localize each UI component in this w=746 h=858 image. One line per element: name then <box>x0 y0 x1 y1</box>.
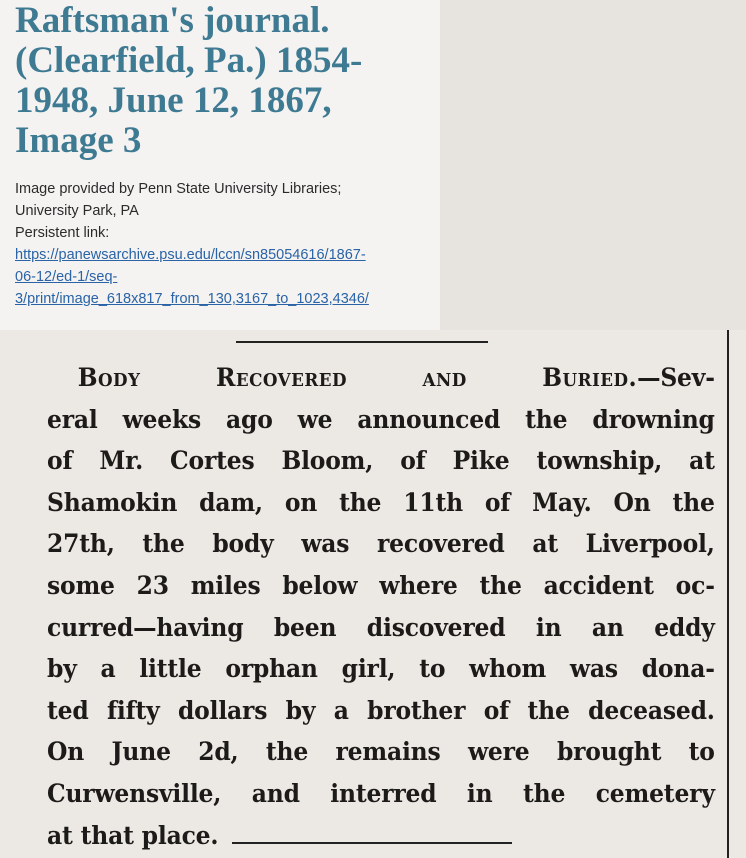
article-line: some 23 miles below where the accident oc- <box>47 569 715 600</box>
provider-line: Image provided by Penn State University Libraries; <box>15 181 342 197</box>
article-line: Shamokin dam, on the 11th of May. On the <box>47 486 715 517</box>
top-background <box>0 0 746 330</box>
article-line: ted fifty dollars by a brother of the deceased. <box>47 694 715 725</box>
article-line: Curwensville, and interred in the cemetery <box>47 777 715 808</box>
article-line: 27th, the body was recovered at Liverpool, <box>47 528 715 559</box>
persistent-link-label: Persistent link: <box>15 225 110 241</box>
article-body <box>47 357 715 856</box>
article-line: On June 2d, the remains were brought to <box>47 736 715 767</box>
persistent-link-part-2[interactable]: 06-12/ed-1/seq- <box>15 269 118 285</box>
article-line: Body Recovered and Buried.—Sev- <box>77 362 715 392</box>
persistent-link-part-1[interactable]: https://panewsarchive.psu.edu/lccn/sn85054616/1867- <box>15 247 366 263</box>
provider-location: University Park, PA <box>15 203 139 219</box>
page-title: Raftsman's journal. (Clearfield, Pa.) 1854-1948, June 12, 1867, Image 3 <box>15 0 363 161</box>
article-line: eral weeks ago we announced the drowning <box>47 403 715 434</box>
article-heading: Body Recovered and Buried. <box>77 362 638 392</box>
top-rule <box>236 341 488 343</box>
citation-meta <box>15 178 435 310</box>
citation-panel <box>0 0 440 330</box>
column-rule <box>727 330 729 858</box>
persistent-link-part-3[interactable]: 3/print/image_618x817_from_130,3167_to_1023,4346/ <box>15 291 369 307</box>
article-line: by a little orphan girl, to whom was dona- <box>47 653 715 684</box>
article-line: at that place. <box>47 819 219 850</box>
article-line: of Mr. Cortes Bloom, of Pike township, at <box>47 445 715 476</box>
article-line: curred—having been discovered in an eddy <box>47 611 715 642</box>
newspaper-clipping <box>0 330 746 858</box>
